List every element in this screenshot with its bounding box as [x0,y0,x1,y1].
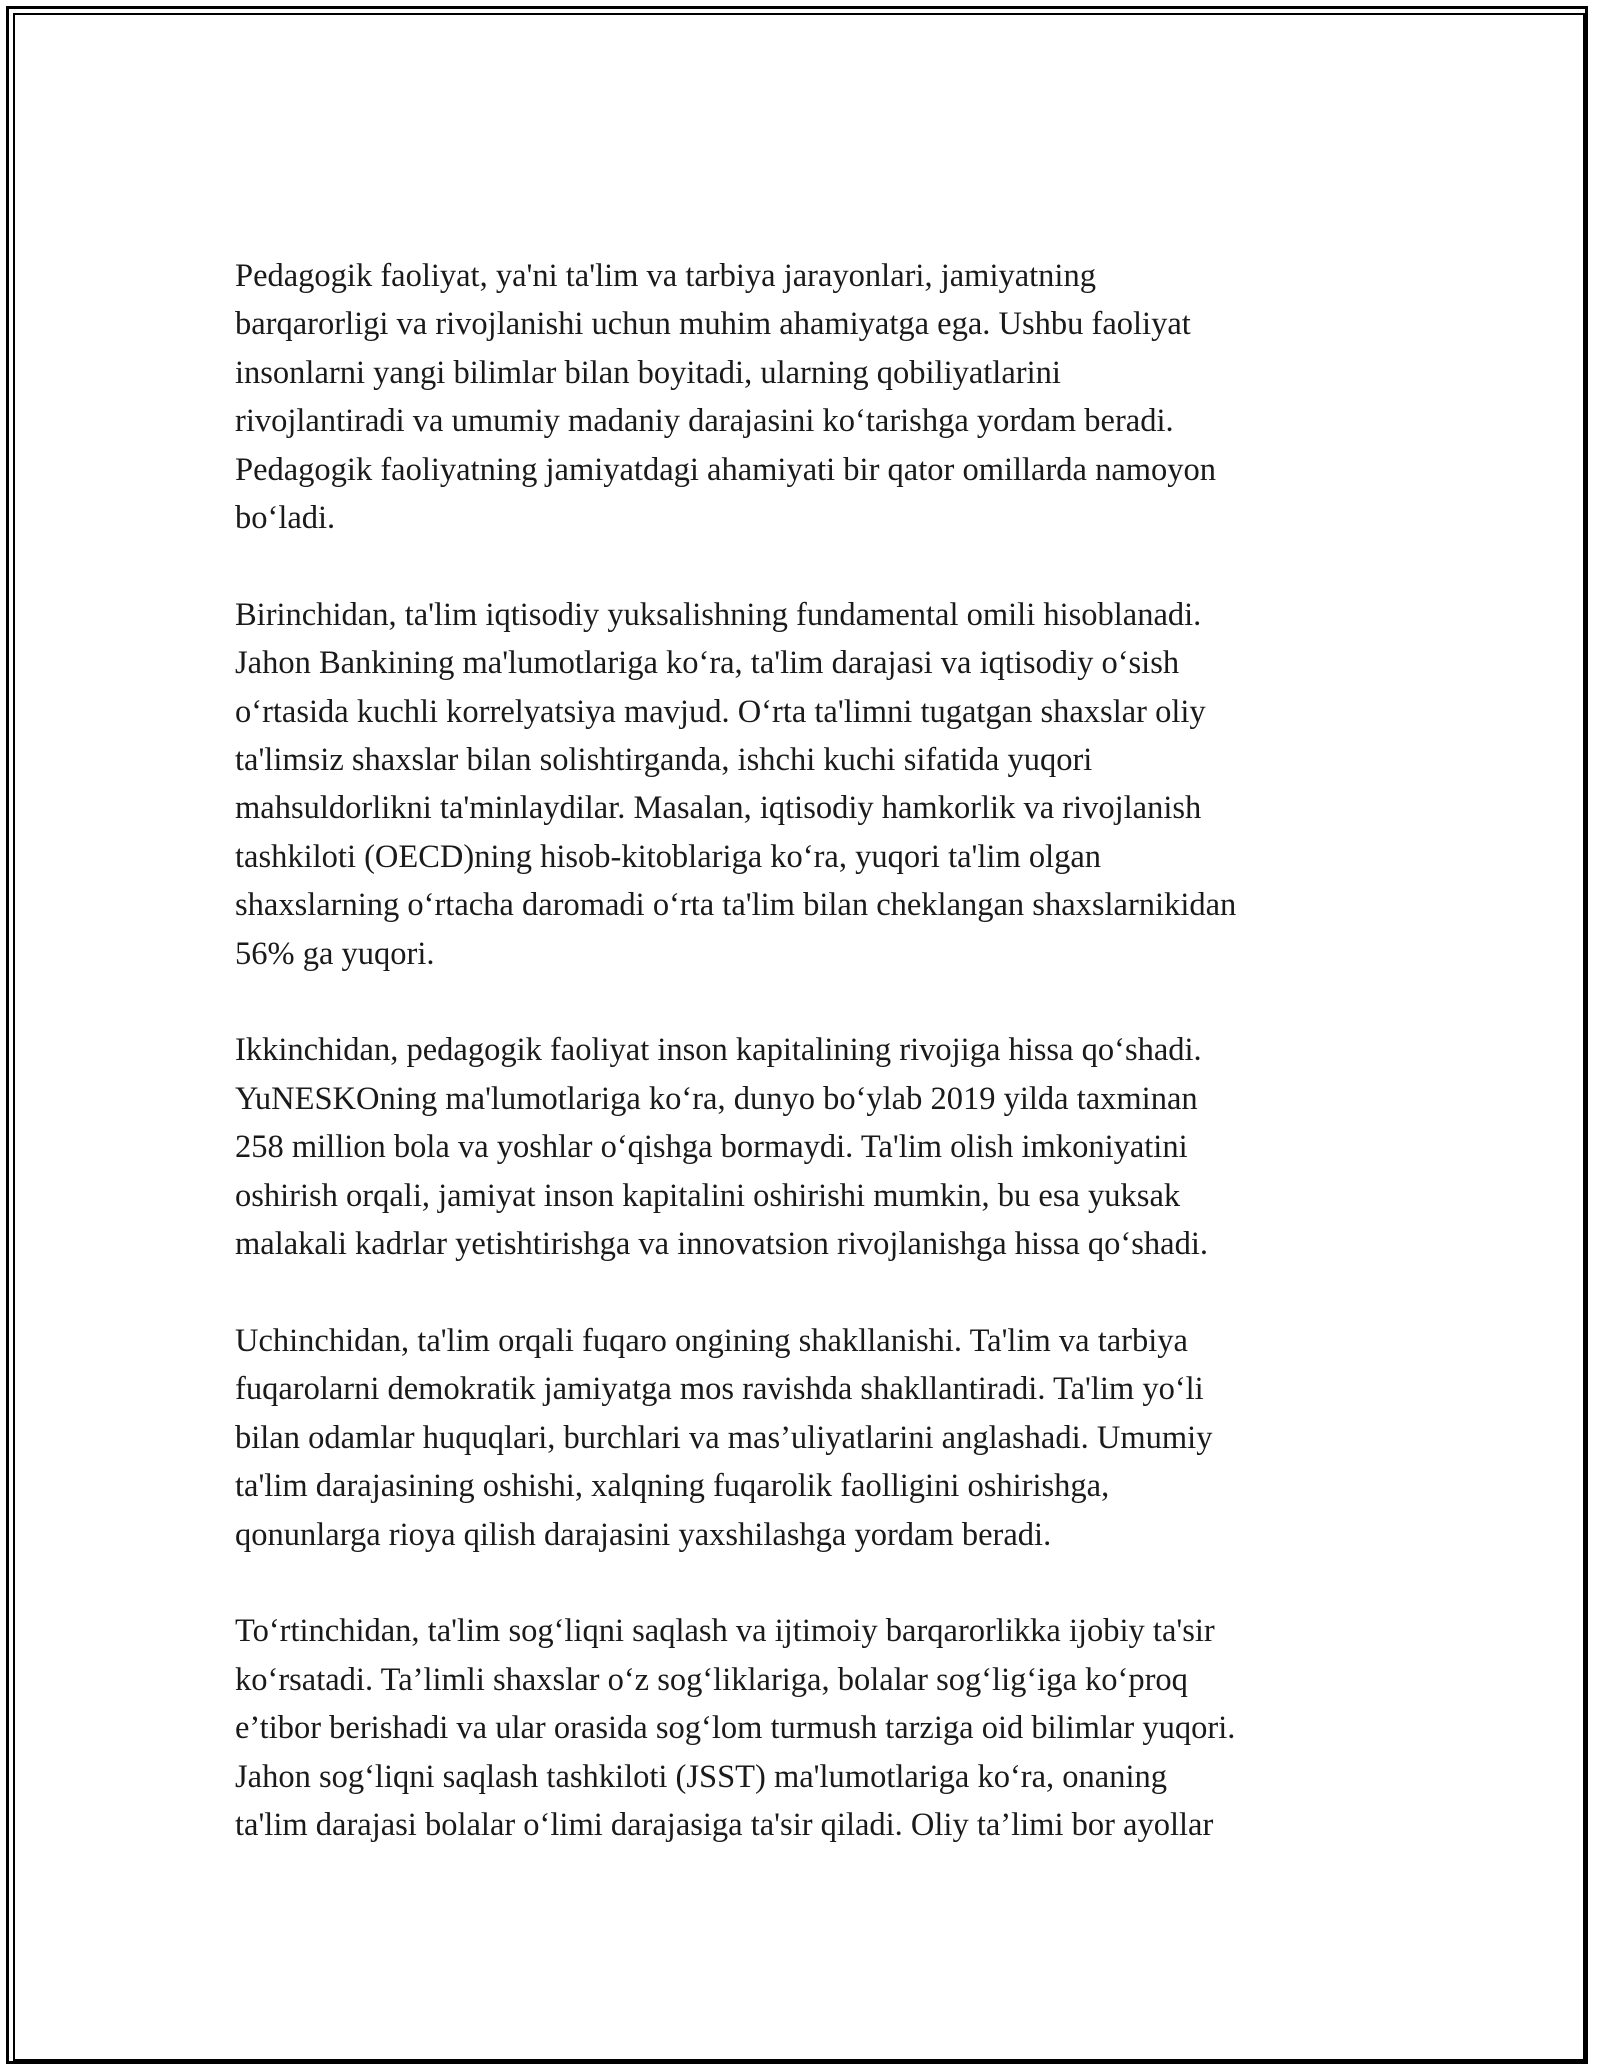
text-line: Jahon Bankining ma'lumotlariga koʻra, ta'lim darajasi va iqtisodiy oʻsish [235,645,1180,682]
text-line: ta'limsiz shaxslar bilan solishtirganda, ishchi kuchi sifatida yuqori [235,742,1093,779]
text-line: fuqarolarni demokratik jamiyatga mos ravishda shakllantiradi. Ta'lim yoʻli [235,1371,1204,1408]
text-line: mahsuldorlikni ta'minlaydilar. Masalan, iqtisodiy hamkorlik va rivojlanish [235,790,1202,827]
paragraph-5 [235,1607,1385,1849]
text-line: Uchinchidan, ta'lim orqali fuqaro ongining shakllanishi. Ta'lim va tarbiya [235,1322,1188,1359]
text-line: YuNESKOning ma'lumotlariga koʻra, dunyo boʻylab 2019 yilda taxminan [235,1080,1198,1117]
text-line: Ikkinchidan, pedagogik faoliyat inson kapitalining rivojiga hissa qoʻshadi. [235,1032,1202,1069]
text-line: bilan odamlar huquqlari, burchlari va mas’uliyatlarini anglashadi. Umumiy [235,1419,1213,1456]
text-line: oshirish orqali, jamiyat inson kapitalini oshirishi mumkin, bu esa yuksak [235,1177,1181,1214]
text-line: koʻrsatadi. Ta’limli shaxslar oʻz sogʻliklariga, bolalar sogʻligʻiga koʻproq [235,1661,1188,1698]
text-line: insonlarni yangi bilimlar bilan boyitadi, ularning qobiliyatlarini [235,354,1061,391]
text-line: Pedagogik faoliyatning jamiyatdagi ahamiyati bir qator omillarda namoyon [235,451,1217,488]
text-line: Toʻrtinchidan, ta'lim sogʻliqni saqlash va ijtimoiy barqarorlikka ijobiy ta'sir [235,1613,1215,1650]
text-line: 56% ga yuqori. [235,935,435,972]
paragraph-1 [235,252,1385,542]
text-line: Pedagogik faoliyat, ya'ni ta'lim va tarbiya jarayonlari, jamiyatning [235,258,1096,294]
text-line: shaxslarning oʻrtacha daromadi oʻrta ta'lim bilan cheklangan shaxslarnikidan [235,887,1237,924]
paragraph-3 [235,1026,1385,1268]
text-line: boʻladi. [235,500,336,537]
text-line: barqarorligi va rivojlanishi uchun muhim ahamiyatga ega. Ushbu faoliyat [235,306,1191,343]
paragraph-2 [235,591,1385,978]
text-line: e’tibor berishadi va ular orasida sogʻlom turmush tarziga oid bilimlar yuqori. [235,1710,1236,1747]
paragraph-4 [235,1317,1385,1559]
text-line: qonunlarga rioya qilish darajasini yaxshilashga yordam beradi. [235,1516,1052,1553]
text-line: Birinchidan, ta'lim iqtisodiy yuksalishning fundamental omili hisoblanadi. [235,596,1202,633]
text-line: ta'lim darajasining oshishi, xalqning fuqarolik faolligini oshirishga, [235,1468,1110,1505]
document-body [235,252,1385,1898]
text-line: Jahon sogʻliqni saqlash tashkiloti (JSST) ma'lumotlariga koʻra, onaning [235,1758,1167,1795]
text-line: oʻrtasida kuchli korrelyatsiya mavjud. Oʻrta ta'limni tugatgan shaxslar oliy [235,693,1206,730]
text-line: tashkiloti (OECD)ning hisob-kitoblariga koʻra, yuqori ta'lim olgan [235,838,1102,875]
text-line: ta'lim darajasi bolalar oʻlimi darajasiga ta'sir qiladi. Oliy ta’limi bor ayollar [235,1806,1214,1843]
text-line: 258 million bola va yoshlar oʻqishga bormaydi. Ta'lim olish imkoniyatini [235,1129,1188,1166]
text-line: rivojlantiradi va umumiy madaniy darajasini koʻtarishga yordam beradi. [235,403,1174,440]
text-line: malakali kadrlar yetishtirishga va innovatsion rivojlanishga hissa qoʻshadi. [235,1226,1208,1263]
